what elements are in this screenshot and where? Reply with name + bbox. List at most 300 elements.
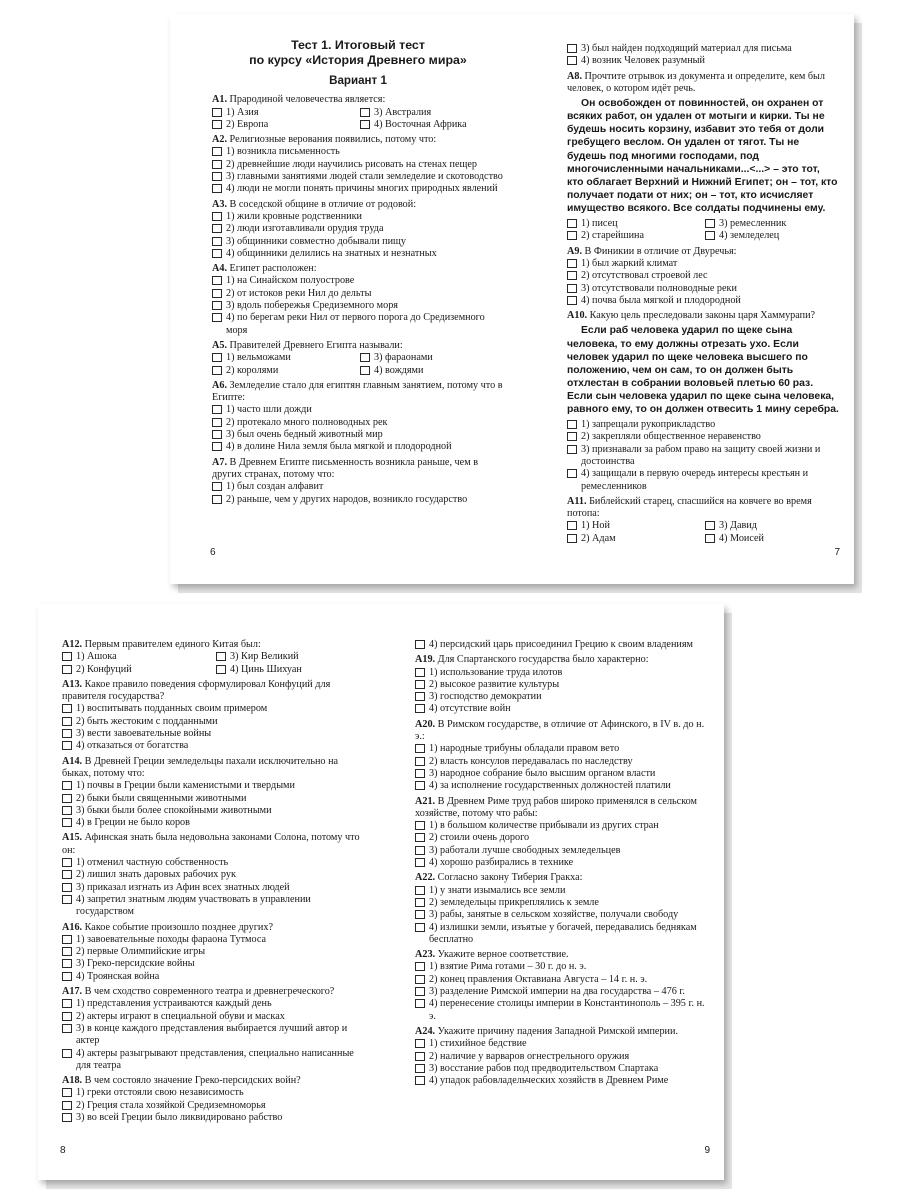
- checkbox[interactable]: [62, 665, 72, 674]
- checkbox[interactable]: [415, 744, 425, 753]
- answer-option[interactable]: [415, 974, 707, 986]
- question-prompt: Прочтите отрывок из документа и определите, кем был человек, о котором идёт речь.: [567, 70, 825, 94]
- checkbox[interactable]: [415, 680, 425, 689]
- checkbox[interactable]: [567, 445, 577, 454]
- question: [62, 679, 366, 753]
- checkbox[interactable]: [415, 975, 425, 984]
- checkbox[interactable]: [567, 271, 577, 280]
- answer-option[interactable]: [212, 312, 504, 337]
- answer-option[interactable]: [62, 1100, 366, 1112]
- answer-options: [62, 934, 366, 983]
- answer-option-label: 1) Ной: [581, 520, 610, 532]
- answer-option[interactable]: [212, 248, 504, 260]
- question-list: [212, 94, 504, 506]
- question-number: А11.: [567, 495, 587, 507]
- answer-option[interactable]: [415, 832, 707, 844]
- answer-option-label: 3) приказал изгнать из Афин всех знатных людей: [76, 881, 290, 893]
- question-number: А2.: [212, 134, 227, 146]
- answer-option[interactable]: [567, 230, 701, 242]
- checkbox[interactable]: [216, 652, 226, 661]
- question-text: [567, 246, 839, 258]
- answer-option[interactable]: [62, 793, 366, 805]
- answer-option[interactable]: [212, 159, 504, 171]
- answer-option[interactable]: [212, 494, 504, 506]
- answer-option[interactable]: [62, 716, 366, 728]
- question-text: [415, 872, 707, 884]
- answer-option[interactable]: [415, 1051, 707, 1063]
- answer-option[interactable]: [415, 1063, 707, 1075]
- answer-option[interactable]: [62, 958, 366, 970]
- checkbox[interactable]: [62, 717, 72, 726]
- question-prompt: В Древней Греции земледельцы пахали исключительно на быках, потому что:: [62, 755, 339, 779]
- question-number: А9.: [567, 245, 582, 257]
- checkbox[interactable]: [212, 147, 222, 156]
- checkbox[interactable]: [567, 44, 577, 53]
- page-spread-8-9: [38, 604, 724, 1180]
- answer-option[interactable]: [415, 922, 707, 947]
- answer-option[interactable]: [62, 934, 366, 946]
- checkbox[interactable]: [705, 231, 715, 240]
- answer-option[interactable]: [212, 236, 504, 248]
- checkbox[interactable]: [415, 898, 425, 907]
- answer-option-label: 4) Восточная Африка: [374, 118, 467, 130]
- answer-option[interactable]: [360, 365, 504, 377]
- question-prompt: Какое правило поведения сформулировал Конфуций для правителя государства?: [62, 678, 331, 703]
- answer-option[interactable]: [567, 468, 839, 493]
- answer-option[interactable]: [212, 171, 504, 183]
- answer-option[interactable]: [415, 639, 707, 651]
- question-prompt: Первым правителем единого Китая был:: [84, 639, 261, 650]
- checkbox[interactable]: [567, 469, 577, 478]
- checkbox[interactable]: [62, 858, 72, 867]
- answer-option[interactable]: [212, 288, 504, 300]
- checkbox[interactable]: [360, 353, 370, 362]
- answer-option-label: 4) Троянская война: [76, 970, 160, 982]
- answer-option[interactable]: [216, 664, 366, 676]
- question-text: [62, 679, 366, 704]
- question: [567, 496, 839, 545]
- checkbox[interactable]: [62, 999, 72, 1008]
- question-prompt: Укажите причину падения Западной Римской империи.: [437, 1025, 678, 1037]
- checkbox[interactable]: [567, 259, 577, 268]
- question-number: А22.: [415, 872, 436, 884]
- page-number: 9: [704, 1145, 710, 1156]
- page-8: [62, 636, 366, 1124]
- answer-option[interactable]: [62, 651, 212, 663]
- checkbox[interactable]: [415, 821, 425, 830]
- answer-option[interactable]: [415, 909, 707, 921]
- checkbox[interactable]: [415, 704, 425, 713]
- answer-options: [62, 651, 366, 676]
- question-prompt: В Римском государстве, в отличие от Афинского, в IV в. до н. э.:: [415, 718, 705, 743]
- question: [567, 246, 839, 307]
- checkbox[interactable]: [415, 769, 425, 778]
- answer-option[interactable]: [415, 780, 707, 792]
- answer-option[interactable]: [567, 533, 701, 545]
- answer-option-label: 4) актеры разыгрывают представления, специально написанные для театра: [76, 1047, 354, 1071]
- answer-option[interactable]: [212, 417, 504, 429]
- checkbox[interactable]: [415, 1052, 425, 1061]
- answer-option[interactable]: [212, 183, 504, 195]
- checkbox[interactable]: [212, 495, 222, 504]
- checkbox[interactable]: [415, 757, 425, 766]
- answer-option[interactable]: [567, 283, 839, 295]
- answer-options: [212, 107, 504, 132]
- checkbox[interactable]: [567, 432, 577, 441]
- answer-option-label: 3) разделение Римской империи на два государства – 476 г.: [429, 986, 685, 998]
- answer-option-label: 3) быки были более спокойными животными: [76, 804, 272, 816]
- checkbox[interactable]: [212, 366, 222, 375]
- checkbox[interactable]: [212, 353, 222, 362]
- checkbox[interactable]: [62, 959, 72, 968]
- answer-option[interactable]: [62, 946, 366, 958]
- checkbox[interactable]: [415, 1039, 425, 1048]
- checkbox[interactable]: [360, 120, 370, 129]
- question-prompt: Какую цель преследовали законы царя Хаммурапи?: [589, 310, 816, 322]
- answer-option[interactable]: [212, 429, 504, 441]
- answer-option-label: 1) был жаркий климат: [581, 257, 678, 269]
- checkbox[interactable]: [415, 846, 425, 855]
- question-number: А15.: [62, 832, 83, 844]
- page-number: 8: [60, 1145, 66, 1156]
- answer-option[interactable]: [62, 882, 366, 894]
- answer-option[interactable]: [415, 857, 707, 869]
- page-number: 7: [834, 547, 840, 558]
- answer-option-label: 4) излишки земли, изъятые у богачей, передавались беднякам бесплатно: [429, 921, 697, 945]
- answer-options: [567, 218, 839, 243]
- checkbox[interactable]: [567, 56, 577, 65]
- checkbox[interactable]: [212, 108, 222, 117]
- answer-option[interactable]: [415, 998, 707, 1023]
- answer-option[interactable]: [705, 218, 839, 230]
- answer-option-label: 4) в долине Нила земля была мягкой и плодородной: [226, 441, 452, 453]
- checkbox[interactable]: [62, 1113, 72, 1122]
- checkbox[interactable]: [212, 430, 222, 439]
- checkbox[interactable]: [415, 999, 425, 1008]
- checkbox[interactable]: [62, 741, 72, 750]
- answer-option-label: 2) высокое развитие культуры: [429, 678, 560, 690]
- answer-option-label: 1) возникла письменность: [226, 146, 340, 158]
- answer-option[interactable]: [212, 441, 504, 453]
- answer-options: [415, 820, 707, 869]
- answer-option[interactable]: [415, 691, 707, 703]
- question: [212, 263, 504, 337]
- answer-option[interactable]: [415, 679, 707, 691]
- answer-option[interactable]: [567, 258, 839, 270]
- checkbox[interactable]: [705, 219, 715, 228]
- checkbox[interactable]: [62, 652, 72, 661]
- answer-option[interactable]: [212, 107, 356, 119]
- answer-option[interactable]: [415, 845, 707, 857]
- checkbox[interactable]: [415, 668, 425, 677]
- checkbox[interactable]: [212, 160, 222, 169]
- checkbox[interactable]: [62, 1088, 72, 1097]
- answer-option[interactable]: [62, 664, 212, 676]
- checkbox[interactable]: [212, 276, 222, 285]
- answer-option[interactable]: [212, 146, 504, 158]
- answer-option[interactable]: [212, 211, 504, 223]
- checkbox[interactable]: [212, 313, 222, 322]
- checkbox[interactable]: [415, 910, 425, 919]
- checkbox[interactable]: [567, 296, 577, 305]
- answer-option[interactable]: [216, 651, 366, 663]
- answer-option[interactable]: [567, 419, 839, 431]
- answer-option[interactable]: [415, 1038, 707, 1050]
- question-number: А10.: [567, 310, 588, 322]
- answer-option-label: 2) лишил знать даровых рабочих рук: [76, 869, 236, 881]
- answer-option-label: 1) использование труда илотов: [429, 666, 563, 678]
- answer-option-label: 2) отсутствовал строевой лес: [581, 270, 708, 282]
- checkbox[interactable]: [212, 120, 222, 129]
- question-number: А14.: [62, 755, 83, 767]
- answer-option-label: 3) восстание рабов под предводительством Спартака: [429, 1062, 659, 1074]
- answer-option-label: 2) стоили очень дорого: [429, 832, 530, 844]
- answer-options: [212, 352, 504, 377]
- checkbox[interactable]: [212, 405, 222, 414]
- answer-option[interactable]: [212, 119, 356, 131]
- answer-option[interactable]: [62, 998, 366, 1010]
- answer-option-label: 2) наличие у варваров огнестрельного оружия: [429, 1050, 630, 1062]
- checkbox[interactable]: [212, 249, 222, 258]
- checkbox[interactable]: [212, 184, 222, 193]
- question-prompt: Религиозные верования появились, потому что:: [229, 134, 437, 146]
- answer-option[interactable]: [62, 971, 366, 983]
- page-spread-6-7: [170, 14, 854, 584]
- checkbox[interactable]: [567, 420, 577, 429]
- answer-option[interactable]: [360, 107, 504, 119]
- answer-option[interactable]: [212, 352, 356, 364]
- checkbox[interactable]: [360, 108, 370, 117]
- question-number: А3.: [212, 198, 227, 210]
- answer-option-label: 3) был очень бедный животный мир: [226, 429, 383, 441]
- question-text: [415, 1026, 707, 1038]
- answer-option[interactable]: [360, 119, 504, 131]
- answer-option[interactable]: [415, 986, 707, 998]
- answer-option-label: 2) актеры играют в специальной обуви и масках: [76, 1010, 285, 1022]
- answer-option-label: 4) Цинь Шихуан: [230, 663, 302, 675]
- answer-option-label: 2) раньше, чем у других народов, возникло государство: [226, 493, 468, 505]
- answer-option[interactable]: [62, 817, 366, 829]
- answer-option-label: 4) почва была мягкой и плодородной: [581, 294, 741, 306]
- checkbox[interactable]: [216, 665, 226, 674]
- checkbox[interactable]: [567, 521, 577, 530]
- answer-option[interactable]: [62, 805, 366, 817]
- checkbox[interactable]: [415, 858, 425, 867]
- checkbox[interactable]: [62, 947, 72, 956]
- answer-option[interactable]: [212, 300, 504, 312]
- answer-option[interactable]: [705, 230, 839, 242]
- checkbox[interactable]: [62, 972, 72, 981]
- checkbox[interactable]: [415, 692, 425, 701]
- question-text: [415, 949, 707, 961]
- checkbox[interactable]: [62, 1012, 72, 1021]
- question-text: [62, 639, 366, 651]
- answer-option[interactable]: [212, 481, 504, 493]
- question: [415, 949, 707, 1023]
- question-prompt: Укажите верное соответствие.: [437, 949, 569, 961]
- checkbox[interactable]: [415, 987, 425, 996]
- question-number: А8.: [567, 70, 582, 82]
- answer-option-label: 1) писец: [581, 218, 618, 230]
- checkbox[interactable]: [567, 284, 577, 293]
- answer-option[interactable]: [62, 1087, 366, 1099]
- question: [62, 922, 366, 983]
- question-list: [62, 639, 366, 1124]
- answer-option[interactable]: [567, 218, 701, 230]
- answer-option[interactable]: [415, 961, 707, 973]
- checkbox[interactable]: [212, 289, 222, 298]
- checkbox[interactable]: [705, 521, 715, 530]
- question-number: А13.: [62, 678, 83, 690]
- question-number: А23.: [415, 949, 436, 961]
- answer-option[interactable]: [705, 533, 839, 545]
- checkbox[interactable]: [415, 640, 425, 649]
- checkbox[interactable]: [212, 442, 222, 451]
- checkbox[interactable]: [705, 534, 715, 543]
- answer-option-label: 4) запретил знатным людям участвовать в управлении государством: [76, 893, 311, 918]
- checkbox[interactable]: [62, 1049, 72, 1058]
- answer-option[interactable]: [62, 1011, 366, 1023]
- answer-option[interactable]: [62, 869, 366, 881]
- checkbox[interactable]: [567, 219, 577, 228]
- question: [212, 380, 504, 454]
- question: [212, 134, 504, 195]
- question-prompt: Прародиной человечества является:: [229, 94, 386, 106]
- answer-option-label: 4) по берегам реки Нил от первого порога до Средиземного моря: [226, 312, 485, 336]
- checkbox[interactable]: [62, 794, 72, 803]
- checkbox[interactable]: [62, 935, 72, 944]
- question-text: [212, 340, 504, 352]
- answer-options: [212, 275, 504, 336]
- answer-option[interactable]: [567, 295, 839, 307]
- answer-option[interactable]: [62, 703, 366, 715]
- checkbox[interactable]: [212, 418, 222, 427]
- answer-option-label: 4) отсутствие войн: [429, 703, 511, 715]
- checkbox[interactable]: [415, 962, 425, 971]
- answer-option[interactable]: [705, 520, 839, 532]
- answer-option-label: 4) отказаться от богатства: [76, 740, 189, 752]
- question: [62, 986, 366, 1072]
- answer-option[interactable]: [62, 740, 366, 752]
- checkbox[interactable]: [212, 172, 222, 181]
- answer-option[interactable]: [62, 1023, 366, 1048]
- answer-option[interactable]: [567, 444, 839, 469]
- answer-option[interactable]: [415, 820, 707, 832]
- checkbox[interactable]: [62, 870, 72, 879]
- answer-options: [62, 857, 366, 918]
- answer-option[interactable]: [567, 270, 839, 282]
- answer-option[interactable]: [415, 885, 707, 897]
- checkbox[interactable]: [360, 366, 370, 375]
- answer-option-label: 3) отсутствовали полноводные реки: [581, 282, 737, 294]
- answer-option[interactable]: [212, 223, 504, 235]
- answer-option-label: 1) представления устраиваются каждый день: [76, 998, 272, 1010]
- answer-option-label: 1) воспитывать подданных своим примером: [76, 703, 268, 715]
- answer-option[interactable]: [415, 1075, 707, 1087]
- answer-option[interactable]: [567, 520, 701, 532]
- question-text: [62, 756, 366, 781]
- answer-option-label: 1) взятие Рима готами – 30 г. до н. э.: [429, 961, 587, 973]
- answer-option-label: 1) запрещали рукоприкладство: [581, 419, 716, 431]
- answer-option-label: 1) народные трибуны обладали правом вето: [429, 743, 620, 755]
- answer-option[interactable]: [415, 768, 707, 780]
- question-text: [62, 1075, 366, 1087]
- checkbox[interactable]: [62, 818, 72, 827]
- checkbox[interactable]: [212, 301, 222, 310]
- answer-options: [62, 703, 366, 752]
- checkbox[interactable]: [415, 833, 425, 842]
- answer-option[interactable]: [567, 431, 839, 443]
- checkbox[interactable]: [62, 704, 72, 713]
- answer-option-label: 2) старейшина: [581, 230, 644, 242]
- checkbox[interactable]: [415, 923, 425, 932]
- checkbox[interactable]: [415, 781, 425, 790]
- checkbox[interactable]: [212, 237, 222, 246]
- answer-option-label: 3) Австралия: [374, 106, 432, 118]
- answer-option-label: 3) Кир Великий: [230, 651, 299, 663]
- checkbox[interactable]: [62, 1101, 72, 1110]
- answer-options: [62, 1087, 366, 1124]
- checkbox[interactable]: [415, 1076, 425, 1085]
- answer-option[interactable]: [62, 894, 366, 919]
- checkbox[interactable]: [212, 482, 222, 491]
- checkbox[interactable]: [212, 212, 222, 221]
- answer-option[interactable]: [62, 1112, 366, 1124]
- answer-option[interactable]: [212, 275, 504, 287]
- answer-option-label: 1) Ашока: [76, 651, 117, 663]
- answer-option-label: 2) Греция стала хозяйкой Средиземноморья: [76, 1099, 266, 1111]
- answer-option[interactable]: [415, 897, 707, 909]
- question: [567, 310, 839, 493]
- answer-option[interactable]: [415, 703, 707, 715]
- answer-option[interactable]: [360, 352, 504, 364]
- answer-option[interactable]: [212, 404, 504, 416]
- question-prompt: Земледелие стало для египтян главным занятием, потому что в Египте:: [212, 379, 503, 404]
- answer-option[interactable]: [62, 780, 366, 792]
- answer-option[interactable]: [415, 743, 707, 755]
- checkbox[interactable]: [212, 224, 222, 233]
- answer-option-label: 2) власть консулов передавалась по наследству: [429, 755, 633, 767]
- question-number: А17.: [62, 986, 83, 998]
- answer-option[interactable]: [415, 667, 707, 679]
- question-number: А24.: [415, 1025, 436, 1037]
- answer-option[interactable]: [62, 857, 366, 869]
- checkbox[interactable]: [62, 806, 72, 815]
- answer-option[interactable]: [415, 756, 707, 768]
- checkbox[interactable]: [62, 729, 72, 738]
- checkbox[interactable]: [62, 895, 72, 904]
- answer-options: [62, 780, 366, 829]
- question-text: [415, 654, 707, 666]
- checkbox[interactable]: [415, 1064, 425, 1073]
- question-number: А19.: [415, 654, 436, 666]
- answer-option[interactable]: [62, 1048, 366, 1073]
- answer-options: [415, 667, 707, 716]
- answer-option[interactable]: [62, 728, 366, 740]
- checkbox[interactable]: [567, 534, 577, 543]
- checkbox[interactable]: [415, 886, 425, 895]
- answer-option-label: 2) люди изготавливали орудия труда: [226, 223, 384, 235]
- checkbox[interactable]: [62, 781, 72, 790]
- answer-option[interactable]: [212, 365, 356, 377]
- answer-options: [415, 639, 707, 651]
- checkbox[interactable]: [62, 883, 72, 892]
- answer-option-label: 1) на Синайском полуострове: [226, 275, 355, 287]
- answer-option[interactable]: [567, 43, 839, 55]
- checkbox[interactable]: [62, 1024, 72, 1033]
- answer-option[interactable]: [567, 55, 839, 67]
- checkbox[interactable]: [567, 231, 577, 240]
